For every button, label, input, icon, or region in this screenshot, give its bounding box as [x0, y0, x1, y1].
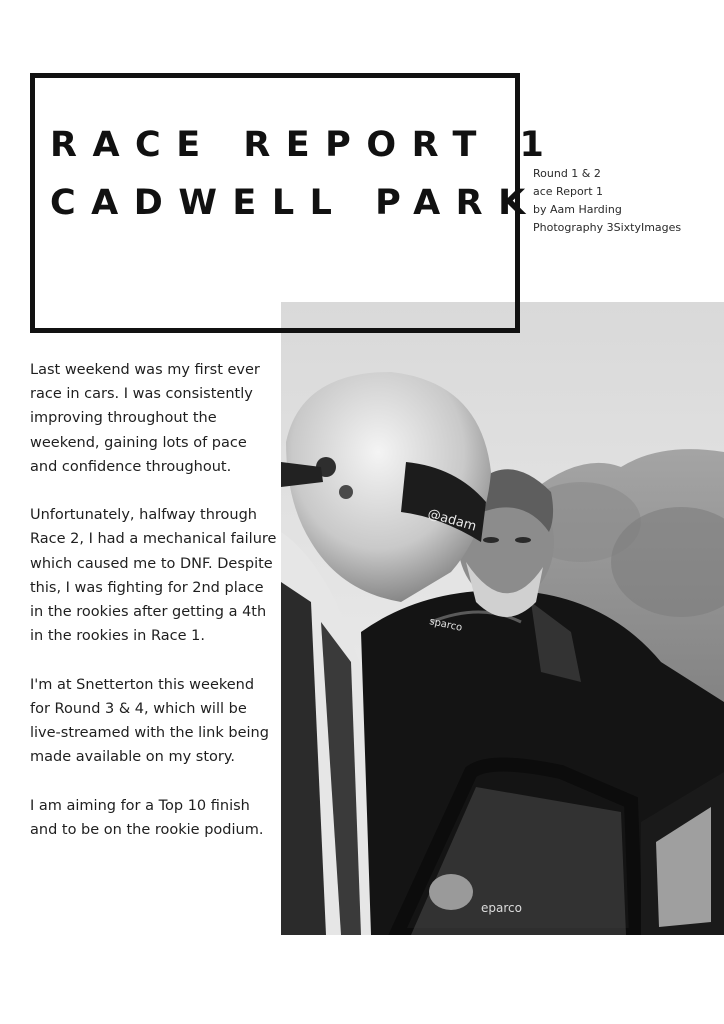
- article-body: [30, 358, 278, 866]
- meta-author: by Aam Harding: [533, 203, 622, 216]
- title-line-1: RACE REPORT 1: [50, 125, 560, 165]
- suit-brand-text: sparco: [428, 616, 464, 634]
- title-line-2: CADWELL PARK: [50, 183, 541, 223]
- meta-round: Round 1 & 2: [533, 167, 601, 180]
- meta-report: ace Report 1: [533, 185, 604, 198]
- helmet-text: @adam: [425, 506, 478, 535]
- meta-photo-credit: Photography 3SixtyImages: [533, 221, 682, 234]
- report-meta: [533, 165, 681, 237]
- door-brand-text: eparco: [481, 901, 522, 915]
- article-paragraph: Unfortunately, halfway through Race 2, I had a mechanical failure which caused me to DNF. Despite this, I was fighting for 2nd place in the rookies after getting a 4th in the rookies in Race 1.: [30, 507, 277, 645]
- title-box: [30, 73, 560, 333]
- race-photo: [281, 302, 724, 935]
- race-photo-illustration: [281, 302, 724, 935]
- article-paragraph: I am aiming for a Top 10 finish and to be on the rookie podium.: [30, 797, 264, 838]
- article-paragraph: I'm at Snetterton this weekend for Round 3 & 4, which will be live-streamed with the link being made available on my story.: [30, 676, 269, 766]
- article-paragraph: Last weekend was my first ever race in cars. I was consistently improving throughout the weekend, gaining lots of pace and confidence throughout.: [30, 362, 260, 475]
